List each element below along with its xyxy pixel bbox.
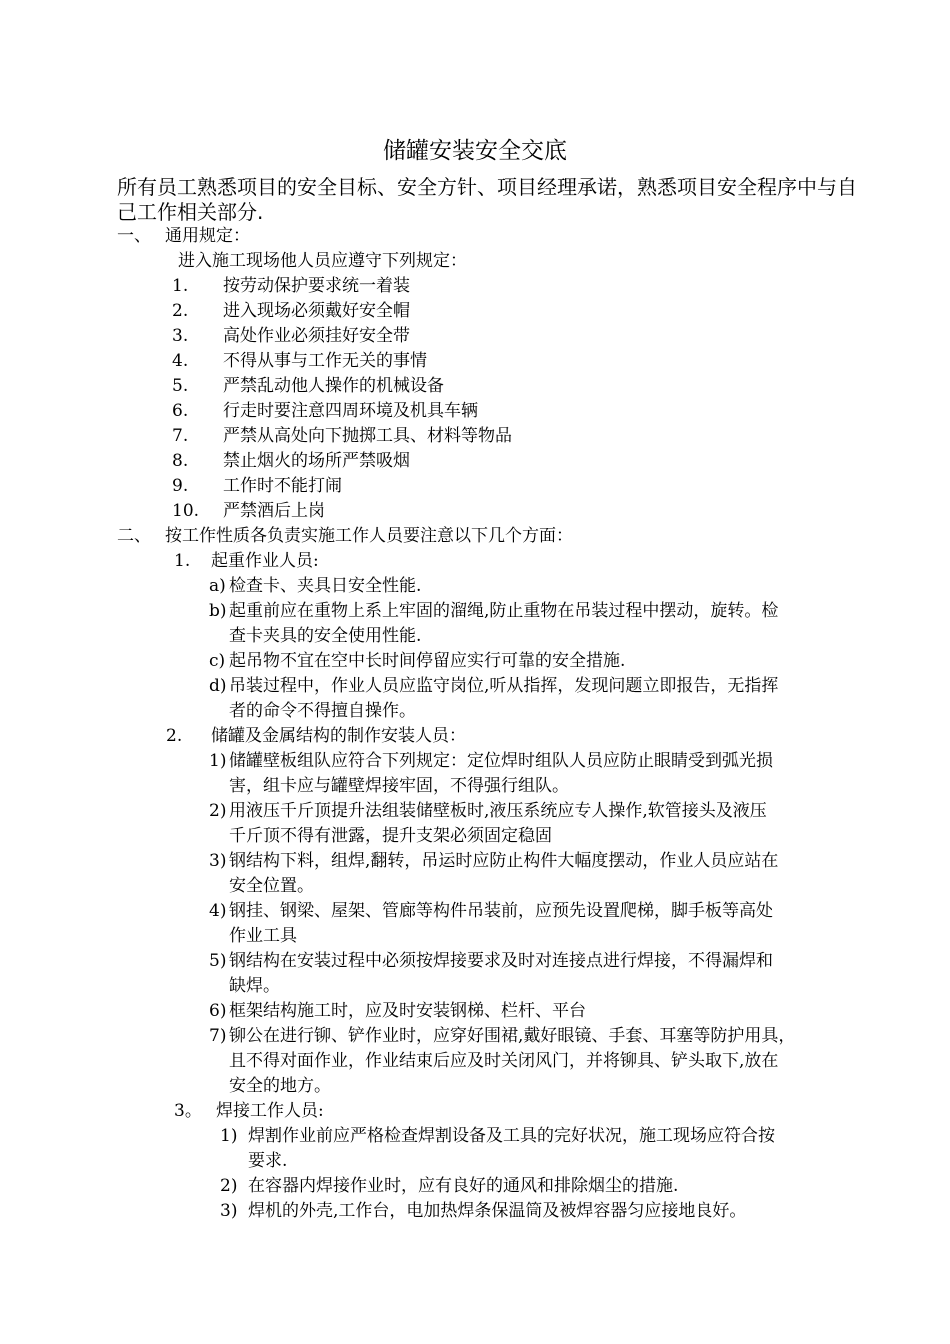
subsection-number: 1.: [174, 551, 191, 571]
list-item-line: 钢挂、钢梁、屋架、管廊等构件吊装前，应预先设置爬梯，脚手板等高处: [229, 901, 773, 921]
list-item-line: 钢结构在安装过程中必须按焊接要求及时对连接点进行焊接，不得漏焊和: [229, 951, 773, 971]
list-item-line: 起吊物不宜在空中长时间停留应实行可靠的安全措施.: [229, 651, 626, 671]
list-item-line: 害，组卡应与罐壁焊接牢固，不得强行组队。: [229, 776, 569, 796]
list-item-number: 1): [209, 751, 227, 771]
list-item-number: 3.: [172, 326, 189, 346]
list-item: 进入现场必须戴好安全帽: [223, 301, 410, 321]
list-item-number: 6.: [172, 401, 189, 421]
list-item: 严禁酒后上岗: [223, 501, 325, 521]
list-item: 不得从事与工作无关的事情: [223, 351, 427, 371]
intro-paragraph: 所有员工熟悉项目的安全目标、安全方针、项目经理承诺，熟悉项目安全程序中与自己工作相关部分.: [117, 175, 857, 224]
list-item-number: 1): [220, 1126, 238, 1146]
list-item-number: 1.: [172, 276, 189, 296]
list-item-number: 4): [209, 901, 227, 921]
list-item: 按劳动保护要求统一着装: [223, 276, 410, 296]
list-item-line: 者的命令不得擅自操作。: [229, 701, 416, 721]
list-item-line: 作业工具: [229, 926, 297, 946]
section1-marker: 一、: [117, 226, 151, 246]
list-item-number: 6): [209, 1001, 227, 1021]
list-item-line: 缺焊。: [229, 976, 280, 996]
list-item-line: 用液压千斤顶提升法组装储壁板时,液压系统应专人操作,软管接头及液压: [229, 801, 767, 821]
list-item-number: 10.: [172, 501, 200, 521]
section2-heading: 按工作性质各负责实施工作人员要注意以下几个方面：: [165, 526, 573, 546]
list-item-line: 安全位置。: [229, 876, 314, 896]
list-item: 严禁乱动他人操作的机械设备: [223, 376, 444, 396]
list-item-number: 7): [209, 1026, 227, 1046]
list-item-line: 钢结构下料，组焊,翻转，吊运时应防止构件大幅度摆动，作业人员应站在: [229, 851, 779, 871]
list-item-number: 2): [209, 801, 227, 821]
list-item-line: 要求.: [248, 1151, 288, 1171]
subsection-heading: 起重作业人员:: [211, 551, 319, 571]
list-item-line: 吊装过程中，作业人员应监守岗位,听从指挥，发现问题立即报告，无指挥: [229, 676, 779, 696]
list-item-line: 在容器内焊接作业时，应有良好的通风和排除烟尘的措施.: [248, 1176, 679, 1196]
section1-lead: 进入施工现场他人员应遵守下列规定：: [178, 251, 467, 271]
list-item-line: 焊机的外壳,工作台，电加热焊条保温筒及被焊容器匀应接地良好。: [248, 1201, 747, 1221]
list-item-number: a): [209, 576, 226, 596]
list-item-number: 5): [209, 951, 227, 971]
list-item-number: 3): [209, 851, 227, 871]
list-item-number: 3): [220, 1201, 238, 1221]
list-item-number: 2): [220, 1176, 238, 1196]
subsection-number: 2.: [166, 726, 183, 746]
list-item-line: 检查卡、夹具日安全性能.: [229, 576, 422, 596]
list-item-number: 5.: [172, 376, 189, 396]
subsection-number: 3。: [174, 1101, 202, 1121]
section1-heading: 通用规定：: [165, 226, 250, 246]
list-item: 禁止烟火的场所严禁吸烟: [223, 451, 410, 471]
list-item-number: 2.: [172, 301, 189, 321]
list-item-line: 起重前应在重物上系上牢固的溜绳,防止重物在吊装过程中摆动，旋转。检: [229, 601, 779, 621]
list-item-number: 7.: [172, 426, 189, 446]
list-item-line: 储罐壁板组队应符合下列规定：定位焊时组队人员应防止眼睛受到弧光损: [229, 751, 773, 771]
document-title: 储罐安装安全交底: [383, 138, 567, 164]
section2-marker: 二、: [117, 526, 151, 546]
list-item-line: 安全的地方。: [229, 1076, 331, 1096]
list-item-line: 查卡夹具的安全使用性能.: [229, 626, 422, 646]
list-item-line: 千斤顶不得有泄露，提升支架必须固定稳固: [229, 826, 552, 846]
list-item-line: 且不得对面作业，作业结束后应及时关闭风门，并将铆具、铲头取下,放在: [229, 1051, 779, 1071]
subsection-heading: 储罐及金属结构的制作安装人员：: [211, 726, 466, 746]
list-item: 工作时不能打闹: [223, 476, 342, 496]
list-item-number: 8.: [172, 451, 189, 471]
subsection-heading: 焊接工作人员:: [216, 1101, 324, 1121]
list-item-line: 焊割作业前应严格检查焊割设备及工具的完好状况，施工现场应符合按: [248, 1126, 775, 1146]
list-item-number: b): [209, 601, 227, 621]
list-item: 严禁从高处向下抛掷工具、材料等物品: [223, 426, 512, 446]
list-item-number: 4.: [172, 351, 189, 371]
list-item-number: 9.: [172, 476, 189, 496]
list-item: 行走时要注意四周环境及机具车辆: [223, 401, 478, 421]
list-item: 高处作业必须挂好安全带: [223, 326, 410, 346]
list-item-number: d): [209, 676, 227, 696]
list-item-line: 铆公在进行铆、铲作业时，应穿好围裙,戴好眼镜、手套、耳塞等防护用具，: [229, 1026, 796, 1046]
list-item-line: 框架结构施工时，应及时安装钢梯、栏杆、平台: [229, 1001, 586, 1021]
list-item-number: c): [209, 651, 226, 671]
